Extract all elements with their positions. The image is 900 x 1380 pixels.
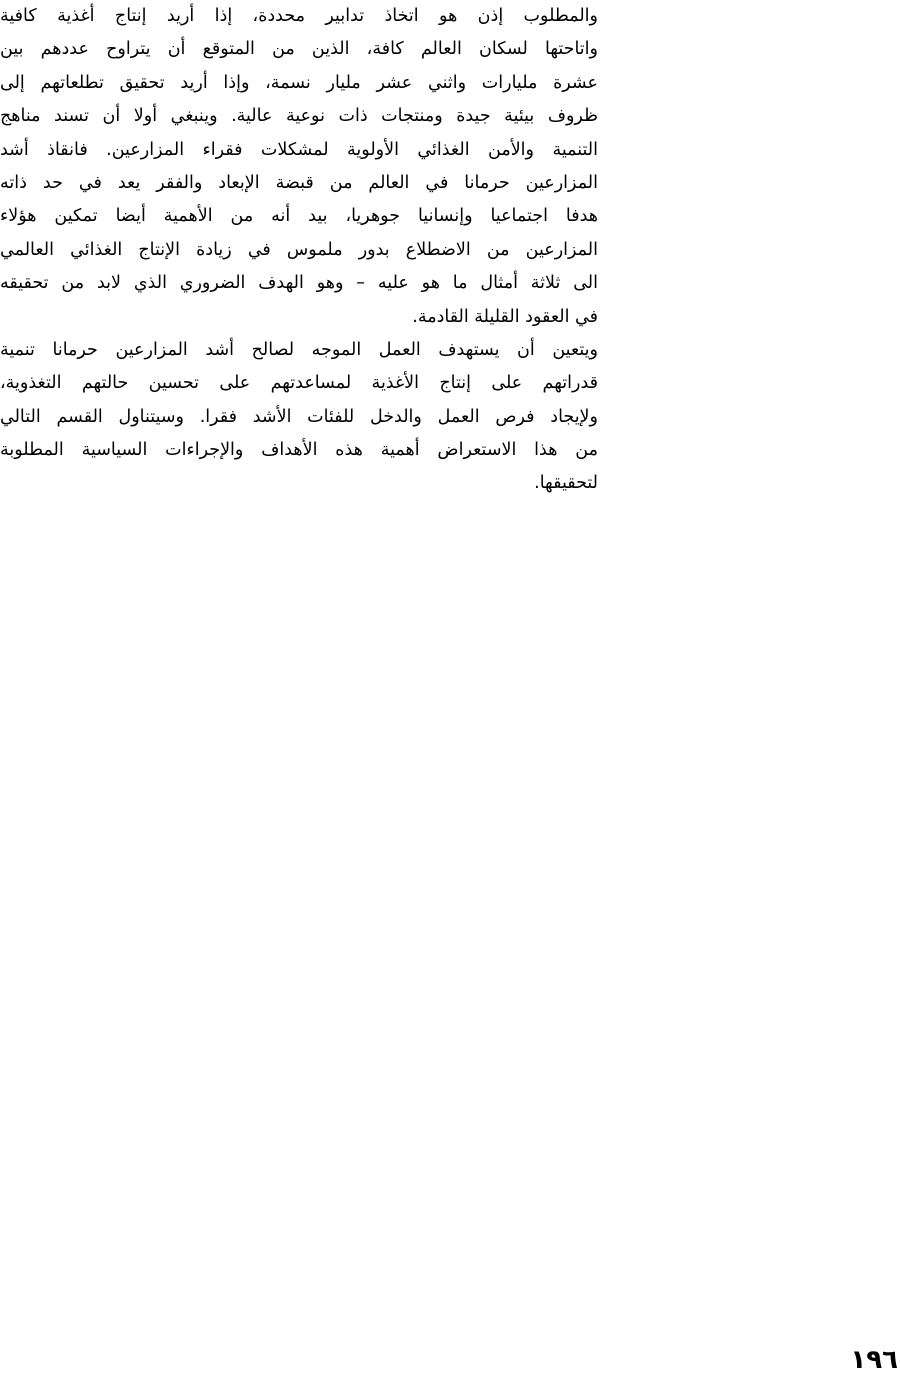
paragraph-2 [0,334,598,501]
text-line: التنمية والأمن الغذائي الأولوية لمشكلات فقراء المزارعين. فانقاذ أشد [0,139,598,160]
text-line: قدراتهم على إنتاج الأغذية لمساعدتهم على تحسين حالتهم التغذوية، [0,373,598,394]
text-line: واتاحتها لسكان العالم كافة، الذين من المتوقع أن يتراوح عددهم بين [0,39,598,60]
text-line: ويتعين أن يستهدف العمل الموجه لصالح أشد المزارعين حرمانا تنمية [0,339,598,360]
text-line: المزارعين حرمانا في العالم من قبضة الإبعاد والفقر يعد في حد ذاته [0,172,598,193]
page-number: ١٩٦ [850,1345,898,1375]
text-line: الى ثلاثة أمثال ما هو عليه – وهو الهدف الضروري الذي لابد من تحقيقه [0,273,598,294]
text-line: المزارعين من الاضطلاع بدور ملموس في زيادة الإنتاج الغذائي العالمي [0,239,598,260]
text-line: والمطلوب إذن هو اتخاذ تدابير محددة، إذا أريد إنتاج أغذية كافية [0,6,598,26]
text-line: في العقود القليلة القادمة. [412,306,598,327]
paragraph-1 [0,0,598,334]
text-line: ظروف بيئية جيدة ومنتجات ذات نوعية عالية. وينبغي أولا أن تسند مناهج [0,106,598,127]
text-line: من هذا الاستعراض أهمية هذه الأهداف والإجراءات السياسية المطلوبة [0,440,598,461]
body-text [0,0,598,501]
text-line: عشرة مليارات واثني عشر مليار نسمة، وإذا أريد تحقيق تطلعاتهم إلى [0,72,598,93]
text-line: هدفا اجتماعيا وإنسانيا جوهريا، بيد أنه من الأهمية أيضا تمكين هؤلاء [0,206,598,227]
text-line: لتحقيقها. [534,473,598,494]
text-line: ولإيجاد فرص العمل والدخل للفئات الأشد فقرا. وسيتناول القسم التالي [0,406,598,427]
